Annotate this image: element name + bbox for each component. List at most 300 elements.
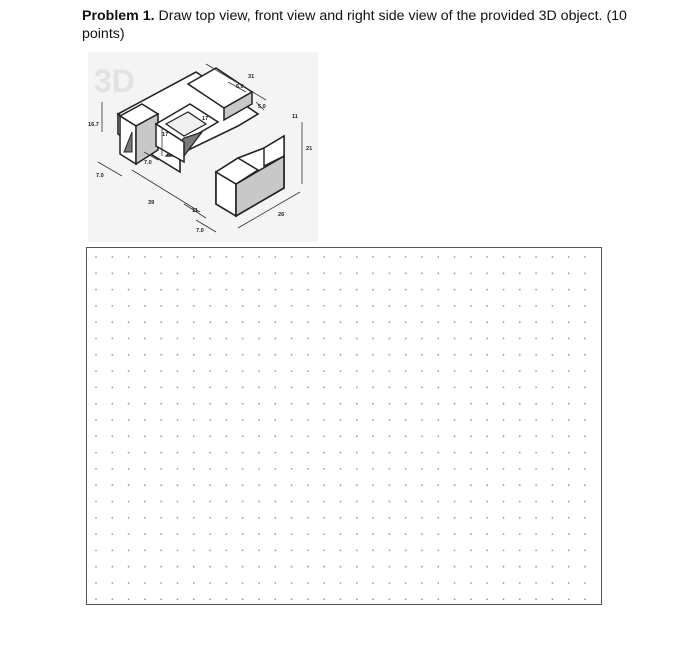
grid-dot [503, 517, 505, 519]
grid-dot [242, 501, 244, 503]
grid-dot [193, 533, 195, 535]
grid-dot [584, 403, 586, 405]
grid-dot [242, 419, 244, 421]
grid-dot [323, 387, 325, 389]
grid-dot [356, 501, 358, 503]
dot-grid [87, 248, 600, 603]
grid-dot [340, 566, 342, 568]
grid-dot [568, 452, 570, 454]
grid-dot [291, 598, 293, 600]
grid-dot [503, 256, 505, 258]
grid-dot [535, 419, 537, 421]
grid-dot [226, 403, 228, 405]
grid-dot [111, 387, 113, 389]
grid-dot [160, 517, 162, 519]
grid-dot [535, 387, 537, 389]
grid-dot [405, 501, 407, 503]
grid-dot [356, 256, 358, 258]
grid-dot [584, 419, 586, 421]
grid-dot [486, 501, 488, 503]
grid-dot [486, 272, 488, 274]
grid-dot [160, 533, 162, 535]
grid-dot [144, 354, 146, 356]
grid-dot [421, 419, 423, 421]
grid-dot [437, 468, 439, 470]
grid-dot [470, 338, 472, 340]
grid-dot [209, 403, 211, 405]
grid-dot [111, 452, 113, 454]
grid-dot [454, 305, 456, 307]
grid-dot [519, 403, 521, 405]
grid-dot [258, 321, 260, 323]
grid-dot [519, 321, 521, 323]
grid-dot [486, 338, 488, 340]
grid-dot [307, 305, 309, 307]
grid-dot [226, 468, 228, 470]
grid-dot [144, 305, 146, 307]
grid-dot [340, 598, 342, 600]
grid-dot [111, 354, 113, 356]
grid-dot [177, 289, 179, 291]
grid-dot [405, 582, 407, 584]
grid-dot [258, 582, 260, 584]
grid-dot [177, 598, 179, 600]
grid-dot [226, 419, 228, 421]
grid-dot [503, 321, 505, 323]
grid-dot [95, 338, 97, 340]
grid-dot [372, 517, 374, 519]
grid-dot [128, 403, 130, 405]
grid-dot [389, 566, 391, 568]
grid-dot [421, 338, 423, 340]
grid-dot [160, 354, 162, 356]
grid-dot [552, 484, 554, 486]
grid-dot [160, 598, 162, 600]
grid-dot [568, 387, 570, 389]
grid-dot [274, 403, 276, 405]
grid-dot [486, 419, 488, 421]
grid-dot [193, 550, 195, 552]
grid-dot [503, 582, 505, 584]
grid-dot [552, 403, 554, 405]
grid-dot [519, 468, 521, 470]
dim-21: 21 [306, 146, 313, 152]
grid-dot [454, 338, 456, 340]
grid-dot [177, 468, 179, 470]
grid-dot [421, 468, 423, 470]
grid-dot [128, 452, 130, 454]
grid-dot [144, 533, 146, 535]
grid-dot [291, 484, 293, 486]
grid-dot [209, 582, 211, 584]
grid-dot [584, 550, 586, 552]
grid-dot [258, 370, 260, 372]
grid-dot [226, 321, 228, 323]
grid-dot [454, 256, 456, 258]
grid-dot [356, 598, 358, 600]
grid-dot [307, 501, 309, 503]
grid-dot [405, 468, 407, 470]
grid-dot [193, 582, 195, 584]
grid-dot [372, 533, 374, 535]
grid-dot [226, 289, 228, 291]
grid-dot [307, 354, 309, 356]
grid-dot [274, 370, 276, 372]
grid-dot [160, 403, 162, 405]
grid-dot [372, 338, 374, 340]
grid-dot [160, 289, 162, 291]
grid-dot [128, 484, 130, 486]
grid-dot [437, 289, 439, 291]
grid-dot [258, 272, 260, 274]
grid-dot [128, 598, 130, 600]
grid-dot [405, 289, 407, 291]
grid-dot [291, 387, 293, 389]
grid-dot [486, 484, 488, 486]
grid-dot [111, 256, 113, 258]
grid-dot [503, 370, 505, 372]
grid-dot [111, 598, 113, 600]
grid-dot [389, 452, 391, 454]
grid-dot [372, 566, 374, 568]
grid-dot [437, 370, 439, 372]
grid-dot [177, 435, 179, 437]
grid-dot [291, 403, 293, 405]
grid-dot [258, 387, 260, 389]
grid-dot [470, 305, 472, 307]
dot-grid-drawing-area[interactable] [86, 247, 602, 605]
dim-7-left: 7.0 [96, 173, 104, 179]
grid-dot [226, 533, 228, 535]
grid-dot [144, 321, 146, 323]
grid-dot [307, 403, 309, 405]
grid-dot [535, 566, 537, 568]
grid-dot [144, 289, 146, 291]
grid-dot [389, 435, 391, 437]
grid-dot [291, 321, 293, 323]
grid-dot [437, 435, 439, 437]
grid-dot [193, 272, 195, 274]
grid-dot [356, 517, 358, 519]
dim-11-right: 11 [292, 114, 298, 120]
grid-dot [421, 321, 423, 323]
grid-dot [177, 272, 179, 274]
grid-dot [340, 354, 342, 356]
grid-dot [486, 354, 488, 356]
grid-dot [226, 387, 228, 389]
grid-dot [389, 468, 391, 470]
grid-dot [274, 338, 276, 340]
grid-dot [95, 468, 97, 470]
grid-dot [242, 289, 244, 291]
grid-dot [307, 550, 309, 552]
grid-dot [389, 256, 391, 258]
grid-dot [405, 598, 407, 600]
grid-dot [454, 484, 456, 486]
grid-dot [340, 435, 342, 437]
grid-dot [503, 435, 505, 437]
grid-dot [552, 370, 554, 372]
grid-dot [128, 435, 130, 437]
grid-dot [209, 256, 211, 258]
grid-dot [584, 387, 586, 389]
grid-dot [274, 387, 276, 389]
grid-dot [340, 403, 342, 405]
grid-dot [274, 566, 276, 568]
grid-dot [372, 305, 374, 307]
grid-dot [274, 305, 276, 307]
grid-dot [291, 566, 293, 568]
grid-dot [340, 484, 342, 486]
grid-dot [421, 256, 423, 258]
grid-dot [389, 370, 391, 372]
grid-dot [437, 533, 439, 535]
grid-dot [470, 403, 472, 405]
grid-dot [372, 354, 374, 356]
grid-dot [258, 354, 260, 356]
grid-dot [437, 550, 439, 552]
grid-dot [307, 566, 309, 568]
grid-dot [519, 256, 521, 258]
grid-dot [258, 256, 260, 258]
grid-dot [421, 598, 423, 600]
grid-dot [274, 517, 276, 519]
grid-dot [519, 566, 521, 568]
grid-dot [95, 256, 97, 258]
grid-dot [177, 452, 179, 454]
grid-dot [552, 289, 554, 291]
grid-dot [437, 598, 439, 600]
grid-dot [193, 566, 195, 568]
grid-dot [242, 452, 244, 454]
grid-dot [503, 272, 505, 274]
grid-dot [144, 550, 146, 552]
grid-dot [405, 387, 407, 389]
grid-dot [340, 370, 342, 372]
grid-dot [177, 387, 179, 389]
grid-dot [291, 354, 293, 356]
grid-dot [95, 582, 97, 584]
grid-dot [95, 321, 97, 323]
grid-dot [503, 566, 505, 568]
grid-dot [144, 468, 146, 470]
grid-dot [552, 321, 554, 323]
grid-dot [226, 484, 228, 486]
grid-dot [111, 550, 113, 552]
grid-dot [568, 598, 570, 600]
grid-dot [209, 468, 211, 470]
grid-dot [568, 403, 570, 405]
grid-dot [421, 452, 423, 454]
grid-dot [486, 370, 488, 372]
grid-dot [372, 387, 374, 389]
grid-dot [552, 419, 554, 421]
grid-dot [535, 517, 537, 519]
grid-dot [584, 272, 586, 274]
grid-dot [307, 321, 309, 323]
grid-dot [323, 419, 325, 421]
grid-dot [307, 435, 309, 437]
grid-dot [144, 435, 146, 437]
grid-dot [454, 321, 456, 323]
grid-dot [470, 566, 472, 568]
grid-dot [421, 517, 423, 519]
grid-dot [144, 582, 146, 584]
grid-dot [486, 452, 488, 454]
grid-dot [356, 452, 358, 454]
grid-dot [242, 321, 244, 323]
grid-dot [519, 305, 521, 307]
grid-dot [503, 452, 505, 454]
grid-dot [307, 338, 309, 340]
grid-dot [535, 484, 537, 486]
grid-dot [242, 305, 244, 307]
grid-dot [535, 272, 537, 274]
grid-dot [258, 435, 260, 437]
grid-dot [470, 272, 472, 274]
grid-dot [274, 272, 276, 274]
grid-dot [503, 484, 505, 486]
grid-dot [291, 289, 293, 291]
grid-dot [258, 533, 260, 535]
grid-dot [584, 533, 586, 535]
grid-dot [437, 338, 439, 340]
isometric-figure [88, 52, 318, 242]
grid-dot [552, 272, 554, 274]
grid-dot [144, 517, 146, 519]
grid-dot [356, 419, 358, 421]
grid-dot [356, 435, 358, 437]
grid-dot [242, 387, 244, 389]
grid-dot [291, 370, 293, 372]
grid-dot [160, 419, 162, 421]
grid-dot [209, 452, 211, 454]
grid-dot [242, 403, 244, 405]
grid-dot [274, 550, 276, 552]
dim-5-top: 5.0 [236, 84, 244, 90]
grid-dot [372, 598, 374, 600]
grid-dot [372, 370, 374, 372]
grid-dot [95, 272, 97, 274]
grid-dot [568, 354, 570, 356]
grid-dot [470, 354, 472, 356]
grid-dot [552, 435, 554, 437]
grid-dot [258, 289, 260, 291]
grid-dot [535, 435, 537, 437]
dim-11-bottom: 11 [192, 208, 198, 214]
grid-dot [454, 354, 456, 356]
grid-dot [519, 354, 521, 356]
grid-dot [405, 354, 407, 356]
grid-dot [519, 272, 521, 274]
grid-dot [307, 484, 309, 486]
grid-dot [128, 566, 130, 568]
grid-dot [356, 533, 358, 535]
grid-dot [258, 484, 260, 486]
grid-dot [177, 370, 179, 372]
grid-dot [160, 272, 162, 274]
grid-dot [323, 256, 325, 258]
grid-dot [323, 338, 325, 340]
grid-dot [258, 452, 260, 454]
grid-dot [95, 289, 97, 291]
grid-dot [584, 582, 586, 584]
grid-dot [128, 289, 130, 291]
grid-dot [584, 289, 586, 291]
grid-dot [372, 582, 374, 584]
grid-dot [128, 338, 130, 340]
grid-dot [421, 533, 423, 535]
grid-dot [568, 321, 570, 323]
grid-dot [584, 321, 586, 323]
grid-dot [372, 403, 374, 405]
grid-dot [323, 289, 325, 291]
grid-dot [356, 582, 358, 584]
grid-dot [437, 501, 439, 503]
grid-dot [323, 435, 325, 437]
grid-dot [111, 419, 113, 421]
grid-dot [307, 370, 309, 372]
grid-dot [274, 435, 276, 437]
grid-dot [486, 517, 488, 519]
grid-dot [177, 533, 179, 535]
grid-dot [111, 566, 113, 568]
grid-dot [144, 419, 146, 421]
grid-dot [503, 501, 505, 503]
grid-dot [160, 321, 162, 323]
grid-dot [421, 289, 423, 291]
grid-dot [535, 338, 537, 340]
grid-dot [421, 435, 423, 437]
grid-dot [177, 305, 179, 307]
grid-dot [95, 598, 97, 600]
grid-dot [177, 550, 179, 552]
grid-dot [193, 387, 195, 389]
grid-dot [274, 501, 276, 503]
grid-dot [454, 582, 456, 584]
dim-31: 31 [248, 74, 255, 80]
grid-dot [340, 533, 342, 535]
grid-dot [209, 566, 211, 568]
grid-dot [144, 484, 146, 486]
grid-dot [226, 566, 228, 568]
grid-dot [323, 272, 325, 274]
grid-dot [405, 517, 407, 519]
grid-dot [552, 468, 554, 470]
grid-dot [568, 533, 570, 535]
grid-dot [193, 289, 195, 291]
grid-dot [209, 305, 211, 307]
grid-dot [111, 501, 113, 503]
grid-dot [372, 272, 374, 274]
grid-dot [323, 370, 325, 372]
grid-dot [209, 533, 211, 535]
grid-dot [421, 501, 423, 503]
grid-dot [128, 370, 130, 372]
grid-dot [95, 550, 97, 552]
grid-dot [274, 468, 276, 470]
grid-dot [389, 272, 391, 274]
grid-dot [144, 272, 146, 274]
grid-dot [437, 272, 439, 274]
dim-17-left: 17 [162, 132, 169, 138]
grid-dot [291, 468, 293, 470]
grid-dot [454, 550, 456, 552]
grid-dot [470, 321, 472, 323]
grid-dot [144, 452, 146, 454]
grid-dot [258, 566, 260, 568]
grid-dot [258, 305, 260, 307]
